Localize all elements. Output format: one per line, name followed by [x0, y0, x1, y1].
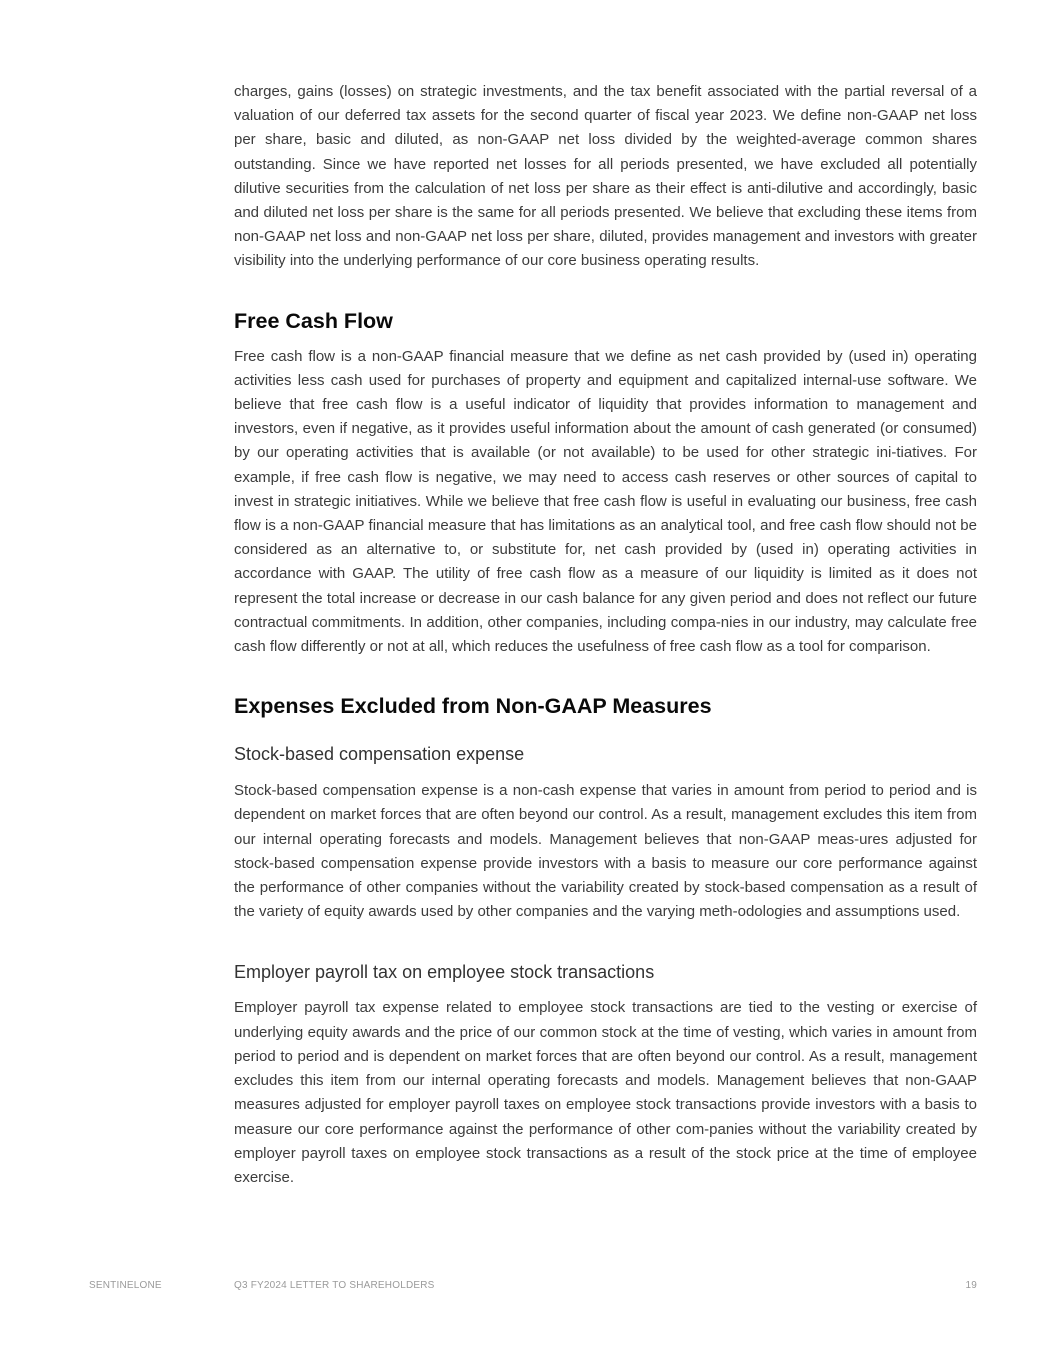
footer-page-number: 19 — [965, 1280, 977, 1291]
stock-based-compensation-paragraph: Stock-based compensation expense is a non-cash expense that varies in amount from period to period and is dependent on market forces that are often beyond our control. As a result, management excludes this item from our internal operating forecasts and models. Management believes that non-GAAP meas-ures adjusted for stock-based compensation expense provide investors with a basis to measure our core performance against the performance of other companies without the variability created by stock-based compensation as a result of the variety of equity awards used by other companies and the varying meth-odologies and assumptions used. — [234, 782, 977, 921]
intro-paragraph: charges, gains (losses) on strategic investments, and the tax benefit associated with the partial reversal of a valuation of our deferred tax assets for the second quarter of fiscal year 2023. We define non-GAAP net loss per share, basic and diluted, as non-GAAP net loss divided by the weighted-average common shares outstanding. Since we have reported net losses for all periods presented, we have excluded all potentially dilutive securities from the calculation of net loss per share as their effect is anti-dilutive and accordingly, basic and diluted net loss per share is the same for all periods presented. We believe that excluding these items from non-GAAP net loss and non-GAAP net loss per share, diluted, provides management and investors with greater visibility into the underlying performance of our core business operating results. — [234, 83, 977, 270]
payroll-tax-heading: Employer payroll tax on employee stock transactions — [234, 962, 655, 983]
payroll-tax-paragraph: Employer payroll tax expense related to employee stock transactions are tied to the vesting or exercise of underlying equity awards and the price of our common stock at the time of vesting, which varies in amount from period to period and is dependent on market forces that are often beyond our control. As a result, management excludes this item from our internal operating forecasts and models. Management believes that non-GAAP measures adjusted for employer payroll taxes on employee stock transactions provide investors with a basis to measure our core performance against the performance of other com-panies without the variability created by employer payroll taxes on employee stock transactions as a result of the stock price at the time of employee exercise. — [234, 999, 977, 1186]
stock-based-compensation-heading: Stock-based compensation expense — [234, 744, 525, 765]
document-body — [234, 80, 977, 1190]
expenses-excluded-heading: Expenses Excluded from Non-GAAP Measures — [234, 694, 712, 719]
free-cash-flow-paragraph: Free cash flow is a non-GAAP financial measure that we define as net cash provided by (used in) operating activities less cash used for purchases of property and equipment and capitalized internal-use software. We believe that free cash flow is a useful indicator of liquidity that provides information to management and investors, even if negative, as it provides useful information about the amount of cash generated (or consumed) by our operating activities that is available (or not available) to be used for other strategic ini-tiatives. For example, if free cash flow is negative, we may need to access cash reserves or other sources of capital to invest in strategic initiatives. While we believe that free cash flow is useful in evaluating our business, free cash flow is a non-GAAP financial measure that has limitations as an analytical tool, and free cash flow should not be considered as an alternative to, or substitute for, net cash provided by (used in) operating activities in accordance with GAAP. The utility of free cash flow as a measure of our liquidity is limited as it does not represent the total increase or decrease in our cash balance for any given period and does not reflect our future contractual commitments. In addition, other companies, including compa-nies in our industry, may calculate free cash flow differently or not at all, which reduces the usefulness of free cash flow as a tool for comparison. — [234, 347, 977, 656]
footer-company-name: SENTINELONE — [89, 1280, 162, 1291]
footer-document-title: Q3 FY2024 LETTER TO SHAREHOLDERS — [234, 1280, 435, 1291]
free-cash-flow-heading: Free Cash Flow — [234, 308, 393, 333]
